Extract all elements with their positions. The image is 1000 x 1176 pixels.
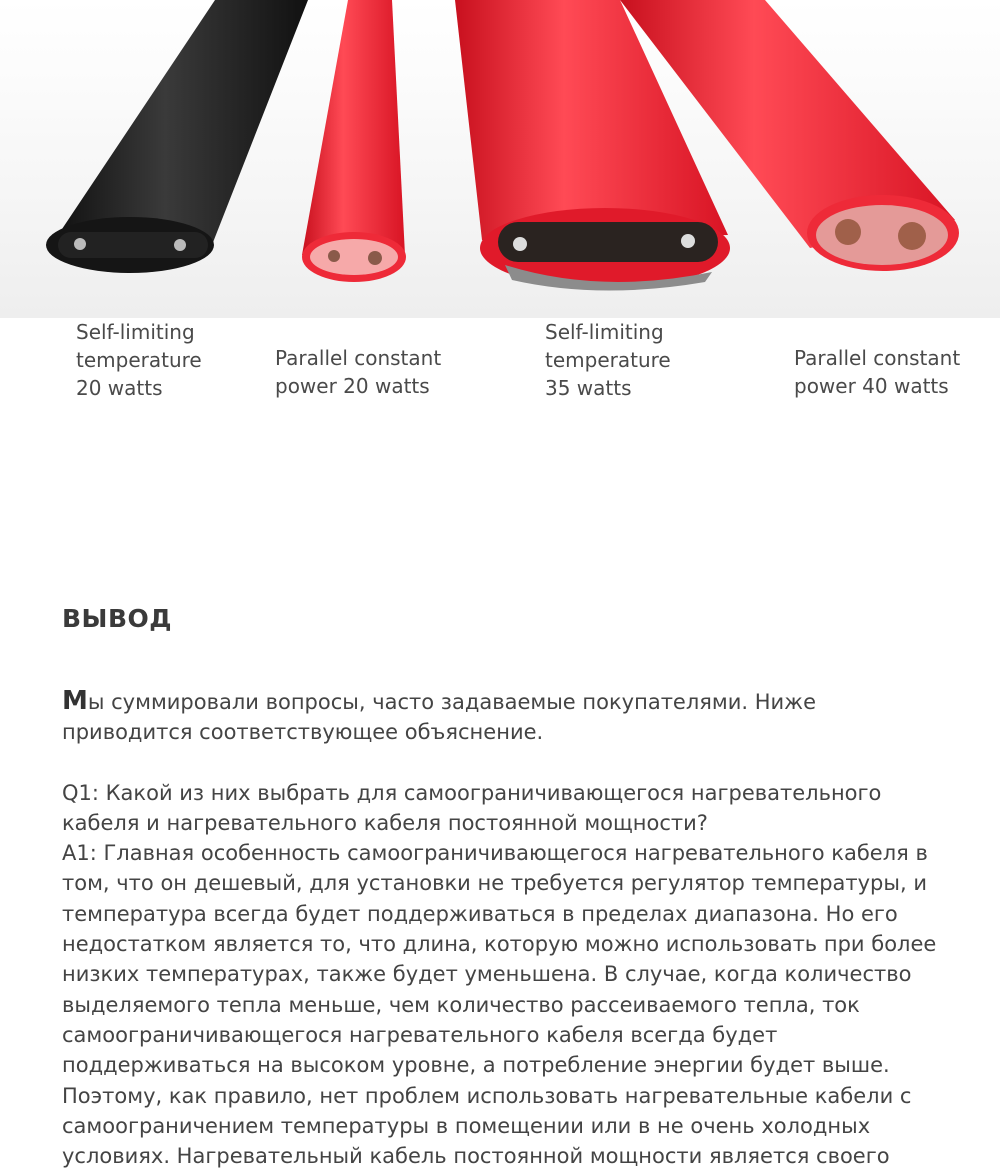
article-body [62,686,937,1171]
intro-initial: М [62,686,88,716]
caption-constant-40w: Parallel constant power 40 watts [794,346,961,398]
cable-red-constant-20w [302,0,406,282]
intro-text: ы суммировали вопросы, часто задаваемые покупателями. Ниже приводится соответствующее объяснение. [62,690,817,745]
intro-paragraph [62,686,937,748]
cable-illustration [0,0,1000,318]
cable-photo [0,0,1000,318]
question-1: Q1: Какой из них выбрать для самоограничивающегося нагревательного кабеля и нагревательного кабеля постоянной мощности? [62,780,882,835]
section-title: ВЫВОД [62,604,173,633]
caption-self-limiting-20w: Self-limiting temperature 20 watts [76,320,202,400]
cable-black-self-limiting-20w [46,0,308,273]
answer-1: A1: Главная особенность самоограничивающегося нагревательного кабеля в том, что он дешевый, для установки не требуется регулятор температуры, и температура всегда будет поддерживаться в пределах диапазона. Но его недостатком является то, что длина, которую можно использовать при более низких температурах, также будет уменьшена. В случае, когда количество выделяемого тепла меньше, чем количество рассеиваемого тепла, ток самоограничивающегося нагревательного кабеля всегда будет поддерживаться на высоком уровне, а потребление энергии будет выше. Поэтому, как правило, нет проблем использовать нагревательные кабели с самоограничением температуры в помещении или в не очень холодных условиях. Нагревательный кабель постоянной мощности является своего [62,841,937,1169]
caption-self-limiting-35w: Self-limiting temperature 35 watts [545,320,671,400]
caption-constant-20w: Parallel constant power 20 watts [275,346,442,398]
